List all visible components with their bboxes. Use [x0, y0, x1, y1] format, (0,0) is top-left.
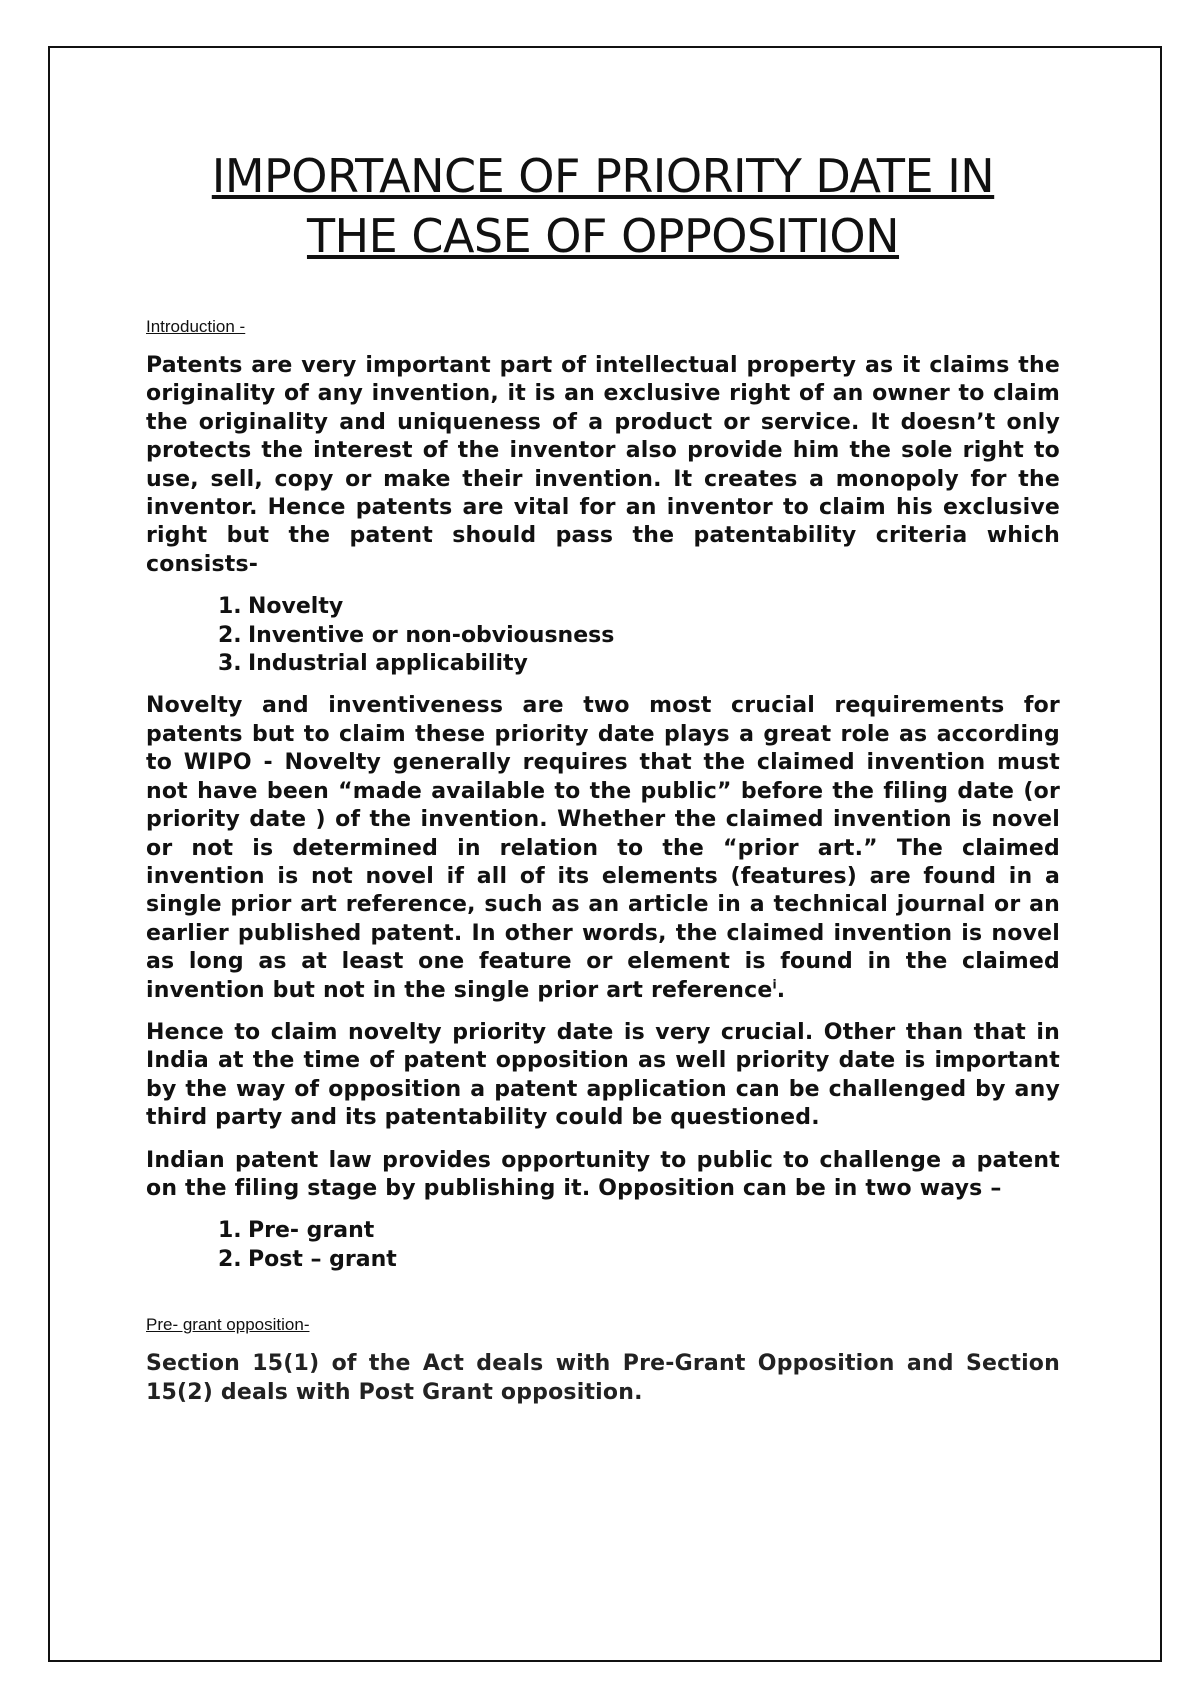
priority-paragraph: Hence to claim novelty priority date is very crucial. Other than that in India at the time of patent opposition as well priority date is important by the way of opposition a patent application can be challenged by any third party and its patentability could be questioned. — [146, 1019, 1060, 1131]
document-title — [146, 146, 1060, 266]
list-item: 3. Industrial applicability — [218, 651, 528, 677]
list-item: 1. Pre- grant — [218, 1218, 375, 1244]
opposition-types-list — [146, 1217, 1060, 1274]
title-line-2: THE CASE OF OPPOSITION — [306, 209, 900, 263]
pregrant-heading: Pre- grant opposition- — [146, 1315, 310, 1335]
introduction-heading: Introduction - — [146, 317, 246, 336]
document-body — [146, 146, 1060, 1421]
list-item: 2. Inventive or non-obviousness — [218, 622, 615, 648]
list-item: 2. Post – grant — [218, 1246, 397, 1272]
list-item: 1. Novelty — [218, 594, 344, 620]
footnote-reference[interactable]: i — [772, 977, 777, 992]
novelty-paragraph: Novelty and inventiveness are two most crucial requirements for patents but to claim these priority date plays a great role as according to WIPO - Novelty generally requires that the claimed invention must not have been “made available to the public” before the filing date (or priority date ) of the invention. Whether the claimed invention is novel or not is determined in relation to the “prior art.” The claimed invention is not novel if all of its elements (features) are found in a single prior art reference, such as an article in a technical journal or an earlier published patent. In other words, the claimed invention is novel as long as at least one feature or element is found in the claimed invention but not in the single prior art reference$^i$. — [146, 693, 1060, 1003]
title-line-1: IMPORTANCE OF PRIORITY DATE IN — [211, 149, 995, 203]
patentability-criteria-list — [146, 593, 1060, 678]
opposition-paragraph: Indian patent law provides opportunity to public to challenge a patent on the filing stage by publishing it. Opposition can be in two ways – — [146, 1147, 1060, 1201]
intro-paragraph: Patents are very important part of intellectual property as it claims the originality of any invention, it is an exclusive right of an owner to claim the originality and uniqueness of a product or service. It doesn’t only protects the interest of the inventor also provide him the sole right to use, sell, copy or make their invention. It creates a monopoly for the inventor. Hence patents are vital for an inventor to claim his exclusive right but the patent should pass the patentability criteria which consists- — [146, 353, 1060, 577]
section-15-paragraph: Section 15(1) of the Act deals with Pre-Grant Opposition and Section 15(2) deals with Post Grant opposition. — [146, 1351, 1060, 1405]
spacer — [146, 1288, 1060, 1314]
